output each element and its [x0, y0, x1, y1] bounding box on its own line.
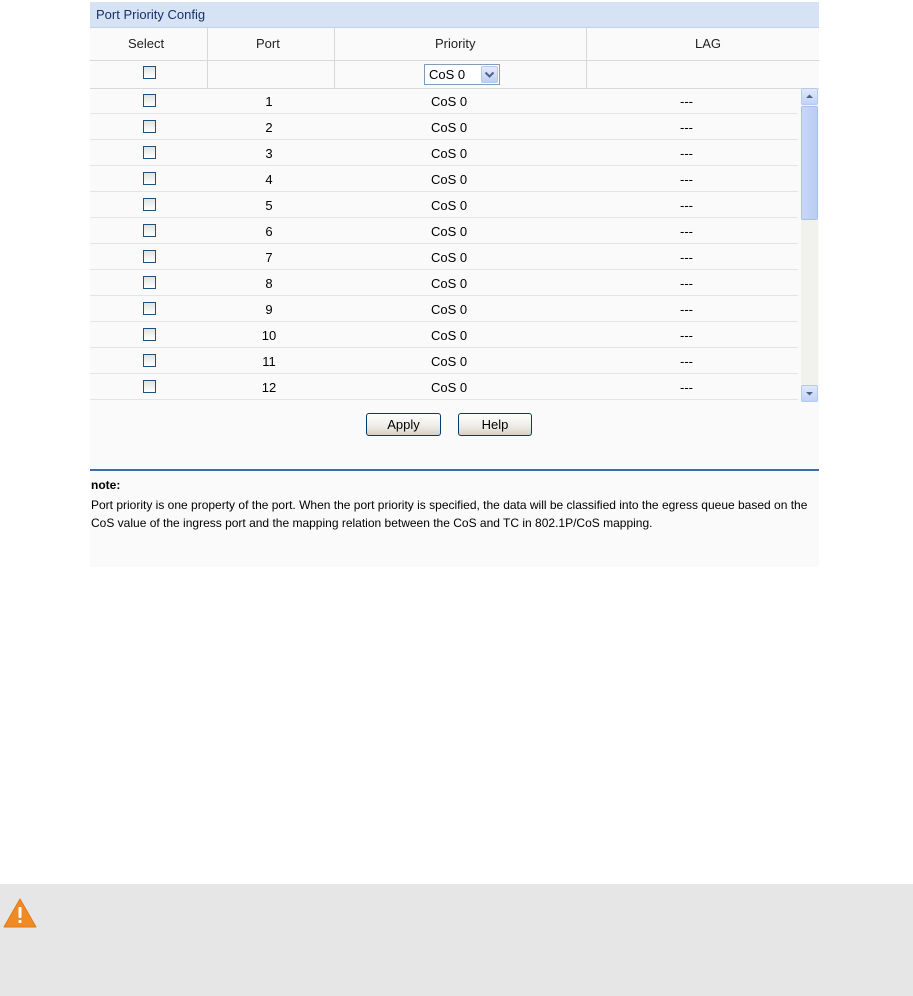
table-row: [90, 114, 798, 140]
table-row: [90, 296, 798, 322]
table-row: [90, 218, 798, 244]
batch-priority-select[interactable]: [424, 64, 500, 85]
table-row: [90, 166, 798, 192]
port-number: 8: [265, 276, 273, 291]
priority-value: CoS 0: [431, 120, 468, 135]
port-number: 12: [261, 380, 277, 395]
table-row: [90, 270, 798, 296]
row-select-checkbox[interactable]: [143, 172, 156, 185]
apply-button[interactable]: Apply: [366, 413, 441, 436]
select-all-checkbox[interactable]: [143, 66, 156, 79]
column-headers: [90, 28, 819, 60]
batch-priority-value: CoS 0: [429, 67, 466, 82]
warning-bar: [0, 884, 913, 996]
port-number: 4: [265, 172, 273, 187]
priority-value: CoS 0: [431, 146, 468, 161]
arrow-up-icon: [802, 89, 817, 104]
note-title: note:: [91, 478, 121, 492]
priority-value: CoS 0: [431, 328, 468, 343]
lag-value: ---: [680, 224, 693, 239]
priority-value: CoS 0: [431, 302, 468, 317]
help-button[interactable]: Help: [458, 413, 532, 436]
row-select-checkbox[interactable]: [143, 328, 156, 341]
row-select-checkbox[interactable]: [143, 250, 156, 263]
table-row: [90, 88, 798, 114]
warning-icon: [3, 898, 37, 928]
panel-title: Port Priority Config: [90, 2, 819, 28]
row-select-checkbox[interactable]: [143, 354, 156, 367]
table-row: [90, 244, 798, 270]
priority-value: CoS 0: [431, 354, 468, 369]
scroll-up-button[interactable]: [801, 88, 818, 105]
port-number: 5: [265, 198, 273, 213]
column-divider: [586, 28, 587, 88]
column-divider: [334, 28, 335, 88]
lag-value: ---: [680, 328, 693, 343]
lag-value: ---: [680, 354, 693, 369]
table-row: [90, 348, 798, 374]
table-row: [90, 374, 798, 400]
port-number: 6: [265, 224, 273, 239]
chevron-down-icon[interactable]: [481, 66, 498, 83]
port-number: 10: [261, 328, 277, 343]
note-text: Port priority is one property of the port. When the port priority is specified, the data will be classified into the egress queue based on the CoS value of the ingress port and the mapping relation between the CoS and TC in 802.1P/CoS mapping.: [91, 498, 808, 530]
priority-value: CoS 0: [431, 224, 468, 239]
lag-value: ---: [680, 120, 693, 135]
scroll-down-button[interactable]: [801, 385, 818, 402]
lag-value: ---: [680, 172, 693, 187]
port-number: 3: [265, 146, 273, 161]
lag-value: ---: [680, 302, 693, 317]
priority-value: CoS 0: [431, 198, 468, 213]
arrow-down-icon: [802, 386, 817, 401]
priority-value: CoS 0: [431, 94, 468, 109]
row-select-checkbox[interactable]: [143, 198, 156, 211]
lag-value: ---: [680, 276, 693, 291]
row-select-checkbox[interactable]: [143, 120, 156, 133]
header-divider: [90, 60, 819, 61]
header-lag: LAG: [695, 36, 722, 51]
port-number: 11: [262, 354, 276, 369]
row-select-checkbox[interactable]: [143, 302, 156, 315]
table-scrollbar[interactable]: [801, 88, 818, 402]
scroll-thumb[interactable]: [801, 106, 818, 220]
table-row: [90, 192, 798, 218]
note-divider: [90, 469, 819, 471]
header-port: Port: [256, 36, 280, 51]
row-select-checkbox[interactable]: [143, 276, 156, 289]
port-table-body: [90, 88, 819, 402]
lag-value: ---: [680, 146, 693, 161]
table-row: [90, 140, 798, 166]
row-select-checkbox[interactable]: [143, 224, 156, 237]
port-number: 9: [265, 302, 273, 317]
column-divider: [207, 28, 208, 88]
header-select: Select: [128, 36, 165, 51]
priority-value: CoS 0: [431, 250, 468, 265]
header-priority: Priority: [435, 36, 476, 51]
row-select-checkbox[interactable]: [143, 94, 156, 107]
priority-value: CoS 0: [431, 172, 468, 187]
port-number: 7: [265, 250, 273, 265]
row-select-checkbox[interactable]: [143, 380, 156, 393]
lag-value: ---: [680, 250, 693, 265]
lag-value: ---: [680, 94, 693, 109]
priority-value: CoS 0: [431, 276, 468, 291]
lag-value: ---: [680, 380, 693, 395]
priority-value: CoS 0: [431, 380, 468, 395]
port-priority-config-panel: [90, 2, 819, 567]
table-row: [90, 322, 798, 348]
row-select-checkbox[interactable]: [143, 146, 156, 159]
port-number: 2: [265, 120, 273, 135]
lag-value: ---: [680, 198, 693, 213]
port-number: 1: [265, 94, 273, 109]
